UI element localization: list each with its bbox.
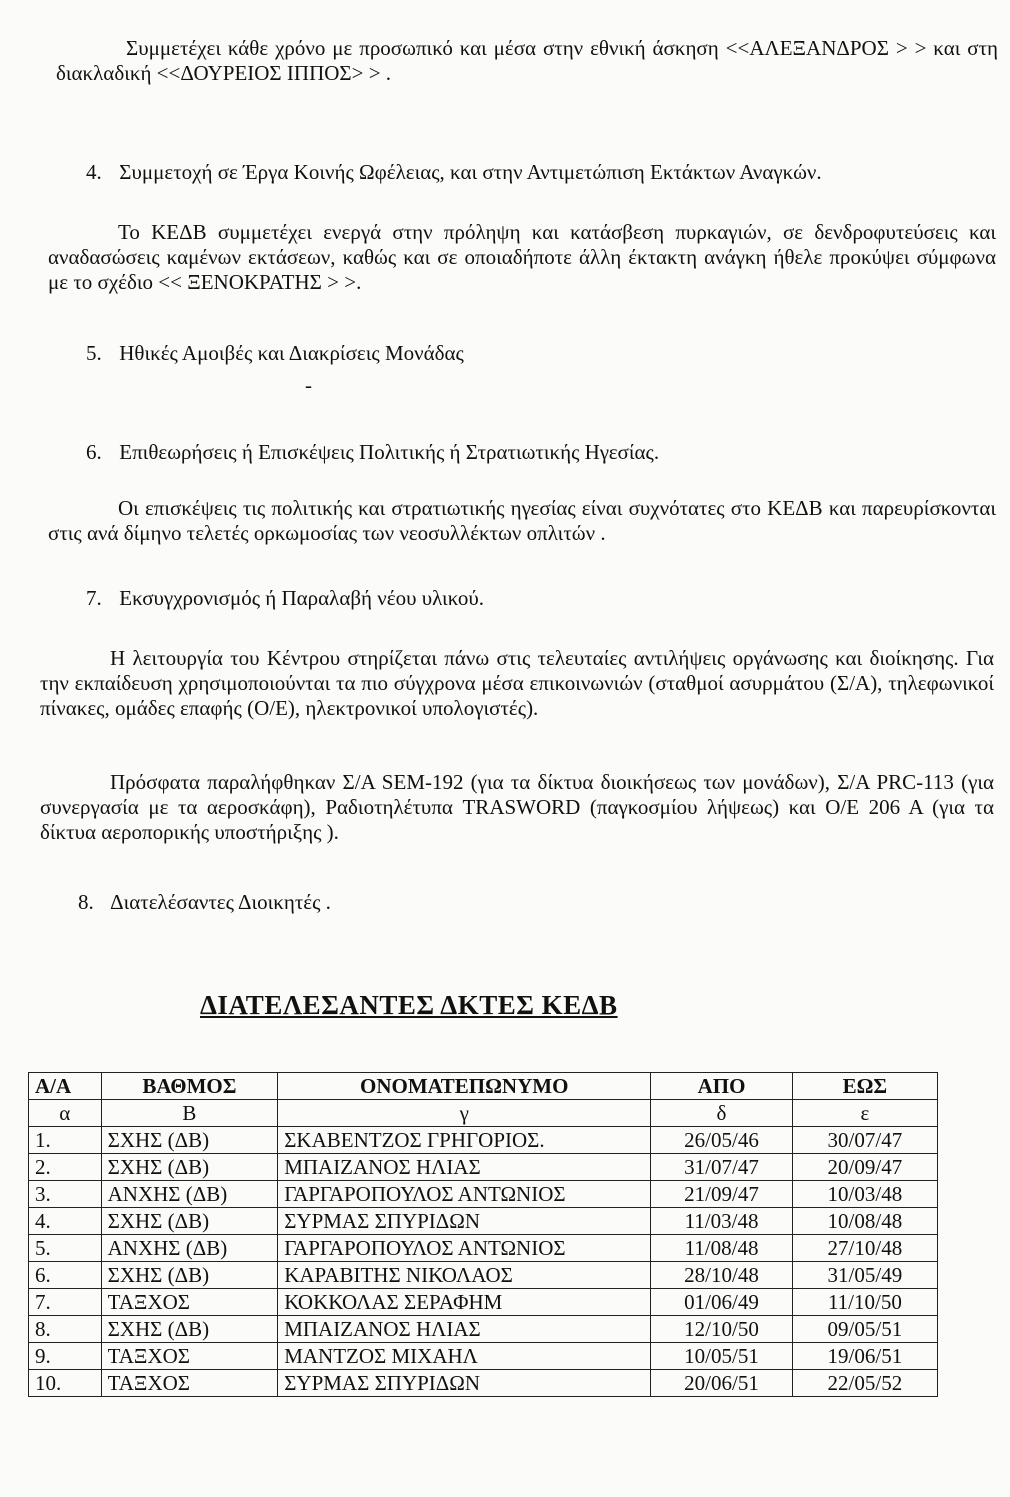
- row-rank: ΑΝΧΗΣ (ΔΒ): [101, 1181, 278, 1208]
- row-rank: ΤΑΞΧΟΣ: [101, 1370, 278, 1397]
- row-name: ΜΠΑΙΖΑΝΟΣ ΗΛΙΑΣ: [278, 1154, 651, 1181]
- section-heading-6: [48, 440, 659, 465]
- row-rank: ΣΧΗΣ (ΔΒ): [101, 1208, 278, 1235]
- row-rank: ΤΑΞΧΟΣ: [101, 1343, 278, 1370]
- table-row: [29, 1127, 938, 1154]
- row-name: ΣΚΑΒΕΝΤΖΟΣ ΓΡΗΓΟΡΙΟΣ.: [278, 1127, 651, 1154]
- row-name: ΓΑΡΓΑΡΟΠΟΥΛΟΣ ΑΝΤΩΝΙΟΣ: [278, 1235, 651, 1262]
- table-row: [29, 1343, 938, 1370]
- section-number: 8.: [78, 890, 94, 914]
- row-from-date: 21/09/47: [651, 1181, 793, 1208]
- table-row: [29, 1208, 938, 1235]
- table-row: [29, 1289, 938, 1316]
- row-name: ΚΑΡΑΒΙΤΗΣ ΝΙΚΟΛΑΟΣ: [278, 1262, 651, 1289]
- section-title: Συμμετοχή σε Έργα Κοινής Ωφέλειας, και στην Αντιμετώπιση Εκτάκτων Αναγκών.: [119, 160, 822, 184]
- row-number: 10.: [29, 1370, 102, 1397]
- section-title: Διατελέσαντες Διοικητές .: [110, 890, 331, 914]
- row-from-date: 11/03/48: [651, 1208, 793, 1235]
- row-from-date: 28/10/48: [651, 1262, 793, 1289]
- row-to-date: 10/08/48: [792, 1208, 937, 1235]
- section-title: Επιθεωρήσεις ή Επισκέψεις Πολιτικής ή Στρατιωτικής Ηγεσίας.: [119, 440, 660, 464]
- row-number: 1.: [29, 1127, 102, 1154]
- row-number: 4.: [29, 1208, 102, 1235]
- paragraph-modernization: Η λειτουργία του Κέντρου στηρίζεται πάνω στις τελευταίες αντιλήψεις οργάνωσης και διοίκησης. Για την εκπαίδευση χρησιμοποιούνται τα πιο σύγχρονα μέσα επικοινωνιών (σταθμοί ασυρμάτου (Σ/Α), τηλεφωνικοί πίνακες, ομάδες επαφής (Ο/Ε), ηλεκτρονικοί υπολογιστές).: [40, 646, 994, 720]
- table-header-row: [29, 1073, 938, 1100]
- row-from-date: 11/08/48: [651, 1235, 793, 1262]
- header-from: ΑΠΟ: [651, 1073, 793, 1100]
- table-row: [29, 1235, 938, 1262]
- row-rank: ΤΑΞΧΟΣ: [101, 1289, 278, 1316]
- section-number: 5.: [86, 341, 102, 365]
- letter-b: Β: [101, 1100, 278, 1127]
- letter-d: δ: [651, 1100, 793, 1127]
- row-from-date: 12/10/50: [651, 1316, 793, 1343]
- table-row: [29, 1181, 938, 1208]
- row-from-date: 20/06/51: [651, 1370, 793, 1397]
- row-name: ΜΠΑΙΖΑΝΟΣ ΗΛΙΑΣ: [278, 1316, 651, 1343]
- table-title: ΔΙΑΤΕΛΕΣΑΝΤΕΣ ΔΚΤΕΣ ΚΕΔΒ: [200, 990, 618, 1020]
- row-to-date: 31/05/49: [792, 1262, 937, 1289]
- table-row: [29, 1262, 938, 1289]
- row-from-date: 10/05/51: [651, 1343, 793, 1370]
- header-aa: Α/Α: [29, 1073, 102, 1100]
- section-number: 6.: [86, 440, 102, 464]
- row-name: ΣΥΡΜΑΣ ΣΠΥΡΙΔΩΝ: [278, 1208, 651, 1235]
- header-to: ΕΩΣ: [792, 1073, 937, 1100]
- paragraph-equipment: Πρόσφατα παραλήφθηκαν Σ/Α SEM-192 (για τα δίκτυα διοικήσεως των μονάδων), Σ/Α PRC-113 (για συνεργασία με τα αεροσκάφη), Ραδιοτηλέτυπα TRASWORD (παγκοσμίου λήψεως) και Ο/Ε 206 Α (για τα δίκτυα αεροπορικής υποστήριξης ).: [40, 770, 994, 844]
- paragraph-exercises: Συμμετέχει κάθε χρόνο με προσωπικό και μέσα στην εθνική άσκηση <<ΑΛΕΞΑΝΔΡΟΣ > > και στη διακλαδική <<ΔΟΥΡΕΙΟΣ ΙΠΠΟΣ> > .: [56, 36, 998, 85]
- row-number: 2.: [29, 1154, 102, 1181]
- row-number: 6.: [29, 1262, 102, 1289]
- row-from-date: 26/05/46: [651, 1127, 793, 1154]
- row-name: ΜΑΝΤΖΟΣ ΜΙΧΑΗΛ: [278, 1343, 651, 1370]
- row-name: ΓΑΡΓΑΡΟΠΟΥΛΟΣ ΑΝΤΩΝΙΟΣ: [278, 1181, 651, 1208]
- commanders-table: [28, 1072, 938, 1397]
- header-rank: ΒΑΘΜΟΣ: [101, 1073, 278, 1100]
- section-heading-8: [40, 890, 331, 915]
- section-heading-7: [48, 586, 484, 611]
- letter-e: ε: [792, 1100, 937, 1127]
- row-rank: ΣΧΗΣ (ΔΒ): [101, 1262, 278, 1289]
- row-number: 5.: [29, 1235, 102, 1262]
- row-number: 7.: [29, 1289, 102, 1316]
- section-title: Εκσυγχρονισμός ή Παραλαβή νέου υλικού.: [119, 586, 484, 610]
- paragraph-visits: Οι επισκέψεις τις πολιτικής και στρατιωτικής ηγεσίας είναι συχνότατες στο ΚΕΔΒ και παρευρίσκονται στις ανά δίμηνο τελετές ορκωμοσίας των νεοσυλλέκτων οπλιτών .: [48, 496, 996, 545]
- row-rank: ΣΧΗΣ (ΔΒ): [101, 1316, 278, 1343]
- table-row: [29, 1154, 938, 1181]
- empty-dash: -: [305, 373, 312, 397]
- section-heading-5: [48, 341, 464, 366]
- row-to-date: 10/03/48: [792, 1181, 937, 1208]
- row-from-date: 31/07/47: [651, 1154, 793, 1181]
- row-to-date: 09/05/51: [792, 1316, 937, 1343]
- row-rank: ΣΧΗΣ (ΔΒ): [101, 1154, 278, 1181]
- header-name: ΟΝΟΜΑΤΕΠΩΝΥΜΟ: [278, 1073, 651, 1100]
- letter-a: α: [29, 1100, 102, 1127]
- section-heading-4: [48, 160, 822, 185]
- row-name: ΣΥΡΜΑΣ ΣΠΥΡΙΔΩΝ: [278, 1370, 651, 1397]
- row-from-date: 01/06/49: [651, 1289, 793, 1316]
- row-to-date: 20/09/47: [792, 1154, 937, 1181]
- row-to-date: 19/06/51: [792, 1343, 937, 1370]
- paragraph-emergencies: Το ΚΕΔΒ συμμετέχει ενεργά στην πρόληψη και κατάσβεση πυρκαγιών, σε δενδροφυτεύσεις και αναδασώσεις καμένων εκτάσεων, καθώς και σε οποιαδήποτε άλλη έκτακτη ανάγκη ήθελε προκύψει σύμφωνα με το σχέδιο << ΞΕΝΟΚΡΑΤΗΣ > >.: [48, 220, 996, 294]
- row-name: ΚΟΚΚΟΛΑΣ ΣΕΡΑΦΗΜ: [278, 1289, 651, 1316]
- row-number: 3.: [29, 1181, 102, 1208]
- row-rank: ΑΝΧΗΣ (ΔΒ): [101, 1235, 278, 1262]
- table-letter-row: [29, 1100, 938, 1127]
- row-rank: ΣΧΗΣ (ΔΒ): [101, 1127, 278, 1154]
- section-number: 4.: [86, 160, 102, 184]
- row-to-date: 30/07/47: [792, 1127, 937, 1154]
- section-number: 7.: [86, 586, 102, 610]
- table-row: [29, 1370, 938, 1397]
- letter-c: γ: [278, 1100, 651, 1127]
- row-to-date: 27/10/48: [792, 1235, 937, 1262]
- section-title: Ηθικές Αμοιβές και Διακρίσεις Μονάδας: [119, 341, 464, 365]
- row-to-date: 11/10/50: [792, 1289, 937, 1316]
- row-number: 8.: [29, 1316, 102, 1343]
- row-to-date: 22/05/52: [792, 1370, 937, 1397]
- row-number: 9.: [29, 1343, 102, 1370]
- table-row: [29, 1316, 938, 1343]
